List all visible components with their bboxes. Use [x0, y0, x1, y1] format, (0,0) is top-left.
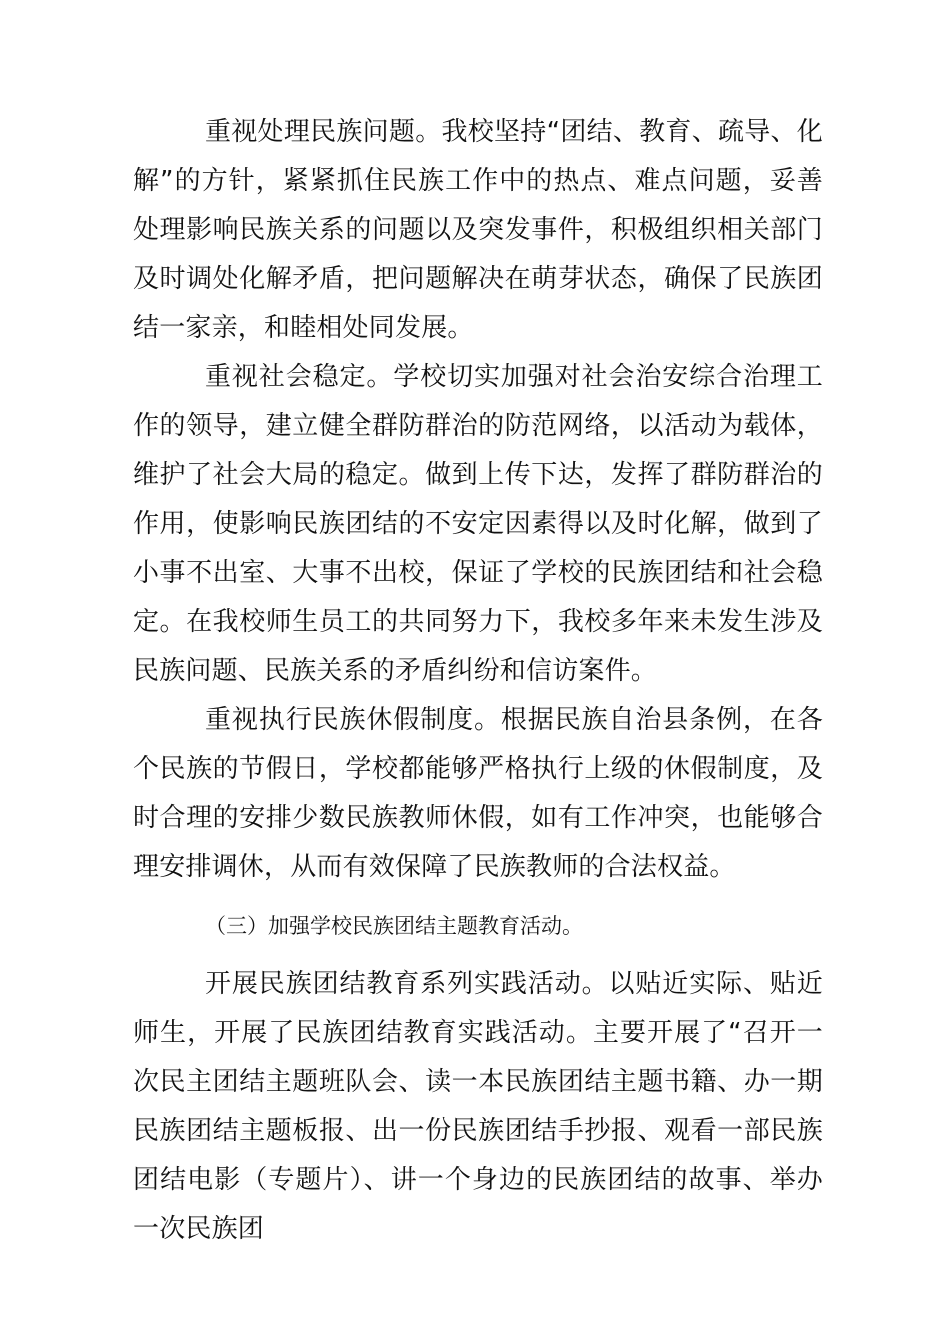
- paragraph-education-activities: 开展民族团结教育系列实践活动。以贴近实际、贴近师生，开展了民族团结教育实践活动。主要开展了“召开一次民主团结主题班队会、读一本民族团结主题书籍、办一期民族团结主题板报、出一份民族团结手抄报、观看一部民族团结电影（专题片）、讲一个身边的民族团结的故事、举办一次民族团: [133, 969, 823, 1244]
- paragraph-ethnic-issues: 重视处理民族问题。我校坚持“团结、教育、疏导、化解”的方针，紧紧抓住民族工作中的热点、难点问题，妥善处理影响民族关系的问题以及突发事件，积极组织相关部门及时调处化解矛盾，把问题解决在萌芽状态，确保了民族团结一家亲，和睦相处同发展。: [133, 117, 823, 343]
- section-heading: （三）加强学校民族团结主题教育活动。: [205, 914, 583, 938]
- paragraph-social-stability: 重视社会稳定。学校切实加强对社会治安综合治理工作的领导，建立健全群防群治的防范网络，以活动为载体，维护了社会大局的稳定。做到上传下达，发挥了群防群治的作用，使影响民族团结的不安定因素得以及时化解，做到了小事不出室、大事不出校，保证了学校的民族团结和社会稳定。在我校师生员工的共同努力下，我校多年来未发生涉及民族问题、民族关系的矛盾纠纷和信访案件。: [133, 362, 823, 686]
- paragraph-ethnic-holidays: 重视执行民族休假制度。根据民族自治县条例，在各个民族的节假日，学校都能够严格执行上级的休假制度，及时合理的安排少数民族教师休假，如有工作冲突，也能够合理安排调休，从而有效保障了民族教师的合法权益。: [133, 705, 823, 882]
